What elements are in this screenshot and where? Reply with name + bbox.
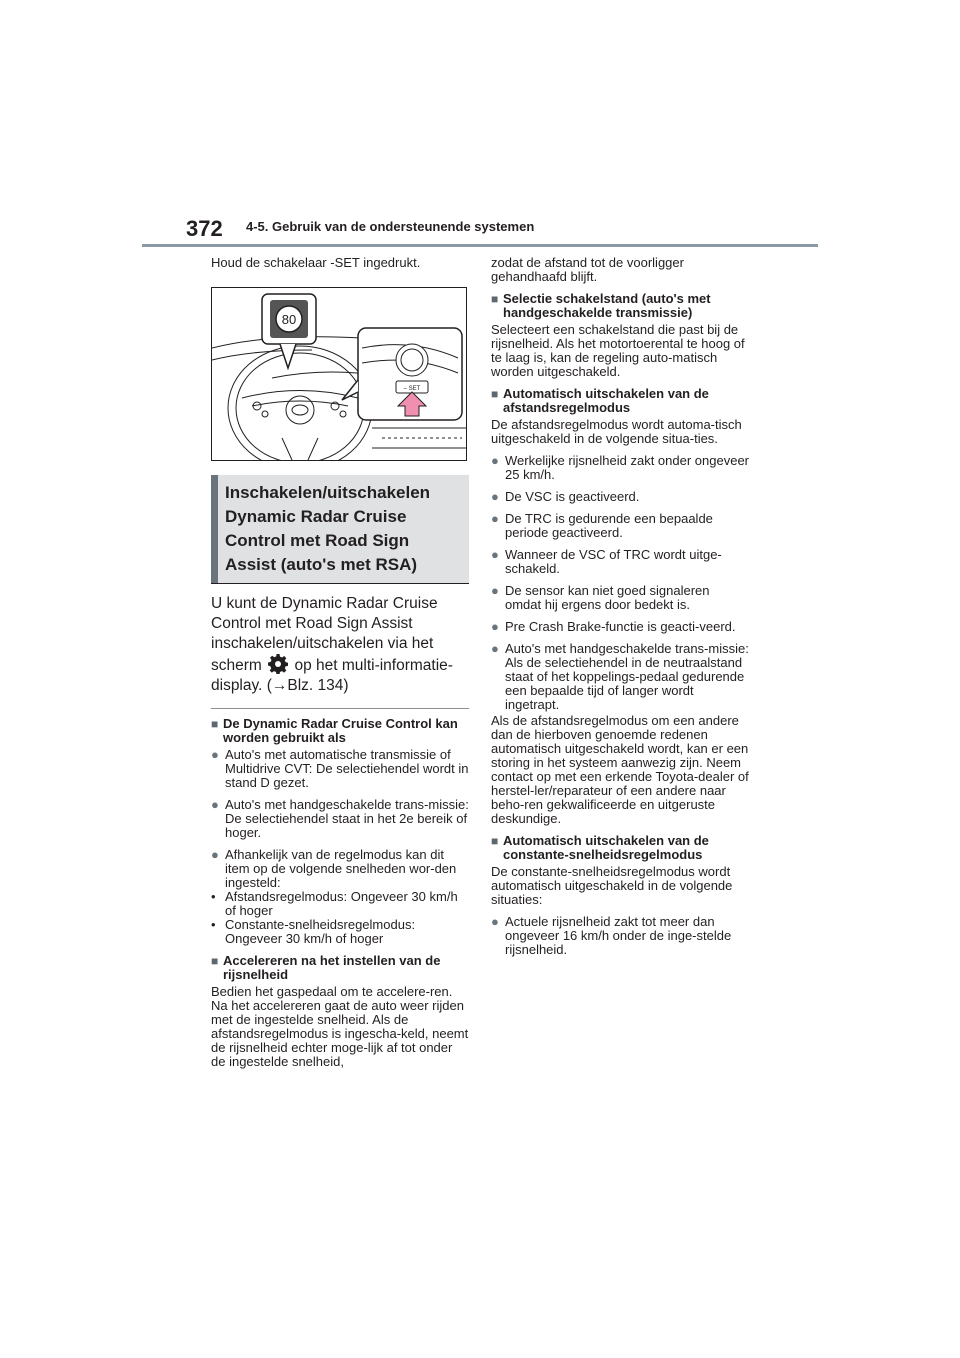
section-rule [211, 583, 469, 584]
bullet-icon: ● [491, 453, 499, 468]
intro-part1: U kunt de Dynamic Radar Cruise Control met Road Sign Assist inschakelen/uitschakelen via het scherm [211, 595, 438, 674]
bullet-icon: ● [211, 747, 219, 762]
list-item: ● De TRC is gedurende een bepaalde periode geactiveerd. [491, 511, 713, 540]
steering-wheel-illustration [211, 287, 467, 461]
section-title-line: Control met Road Sign [225, 531, 410, 550]
subheading: ■ Automatisch uitschakelen van de afstandsregelmodus [491, 386, 709, 415]
list-item: ● De sensor kan niet goed signaleren omdat hij ergens door bedekt is. [491, 583, 710, 612]
steering-wheel-drawing [212, 288, 466, 460]
dash-item: • Constante-snelheidsregelmodus: Ongeveer 30 km/h of hoger [211, 917, 416, 946]
chapter-title: 4-5. Gebruik van de ondersteunende systemen [246, 219, 535, 234]
square-bullet-icon: ■ [211, 717, 219, 731]
subheading: ■ Selectie schakelstand (auto's met handgeschakelde transmissie) [491, 291, 711, 320]
left-column [211, 256, 469, 1069]
intro-part2: op het multi-informatie-display. (→Blz. 134) [211, 657, 453, 694]
subheading: ■ De Dynamic Radar Cruise Control kan worden gebruikt als [211, 716, 458, 745]
set-switch-label: – SET [403, 386, 421, 392]
list-item: ● Auto's met handgeschakelde trans-missie: Als de selectiehendel in de neutraalstand staat of het koppelings-pedaal gedurende een bepaalde tijd of langer wordt ingetrapt. [491, 641, 749, 712]
section-title-line: Inschakelen/uitschakelen [225, 483, 431, 502]
bullet-icon: ● [491, 641, 499, 656]
square-bullet-icon: ■ [491, 292, 499, 306]
subheading: ■ Accelereren na het instellen van de rijsnelheid [211, 953, 441, 982]
section-title-line: Assist (auto's met RSA) [225, 555, 418, 574]
list-item: ● Wanneer de VSC of TRC wordt uitge-schakeld. [491, 547, 722, 576]
square-bullet-icon: ■ [491, 834, 499, 848]
paragraph: Bedien het gaspedaal om te accelere-ren. Na het accelereren gaat de auto weer rijden met de ingestelde snelheid. Als de afstandsregelmodus is ingescha-keld, neemt de rijsnelheid echter moge-lijk af tot onder de ingestelde snelheid, [211, 984, 469, 1069]
section-heading-box [211, 475, 469, 583]
speed-sign-value: 80 [281, 312, 297, 327]
paragraph: Als de afstandsregelmodus om een andere dan de hierboven genoemde redenen automatisch uitgeschakeld wordt, kan er een storing in het systeem aanwezig zijn. Neem contact op met een erkende Toyota-dealer of herstel-ler/reparateur of een andere naar beho-ren gekwalificeerde en uitgeruste deskundige. [491, 713, 749, 826]
paragraph: zodat de afstand tot de voorligger gehandhaafd blijft. [491, 255, 684, 284]
square-bullet-icon: ■ [491, 387, 499, 401]
intro-text [211, 594, 469, 696]
instruction-text: Houd de schakelaar -SET ingedrukt. [211, 255, 421, 270]
bullet-icon: ● [211, 797, 219, 812]
bullet-icon: ● [491, 619, 499, 634]
divider [211, 708, 469, 709]
bullet-icon: ● [491, 489, 499, 504]
bullet-icon: ● [491, 914, 499, 929]
header-rule [142, 244, 818, 247]
paragraph: Selecteert een schakelstand die past bij de rijsnelheid. Als het motortoerental te hoog of te laag is, kan de regeling auto-matisch worden uitgeschakeld. [491, 322, 745, 379]
list-item: ● Actuele rijsnelheid zakt tot meer dan ongeveer 16 km/h onder de inge-stelde rijsnelheid. [491, 914, 732, 957]
square-bullet-icon: ■ [211, 954, 219, 968]
list-item: ● Werkelijke rijsnelheid zakt onder ongeveer 25 km/h. [491, 453, 749, 482]
bullet-icon: ● [211, 847, 219, 862]
list-item: ● Auto's met automatische transmissie of Multidrive CVT: De selectiehendel wordt in stand D gezet. [211, 747, 469, 790]
list-item: ● Afhankelijk van de regelmodus kan dit item op de volgende snelheden wor-den ingesteld: [211, 847, 457, 890]
list-item: ● De VSC is geactiveerd. [491, 489, 640, 504]
paragraph: De afstandsregelmodus wordt automa-tisch uitgeschakeld in de volgende situa-ties. [491, 417, 742, 446]
list-item: ● Auto's met handgeschakelde trans-missie: De selectiehendel staat in het 2e bereik of hoger. [211, 797, 469, 840]
bullet-icon: ● [491, 547, 499, 562]
bullet-icon: ● [491, 511, 499, 526]
subheading: ■ Automatisch uitschakelen van de constante-snelheidsregelmodus [491, 833, 709, 862]
paragraph: De constante-snelheidsregelmodus wordt automatisch uitgeschakeld in de volgende situaties: [491, 864, 733, 907]
section-title-line: Dynamic Radar Cruise [225, 507, 407, 526]
right-column [491, 256, 749, 965]
list-item: ● Pre Crash Brake-functie is geacti-veerd. [491, 619, 736, 634]
gear-icon [268, 654, 288, 674]
dash-item: • Afstandsregelmodus: Ongeveer 30 km/h of hoger [211, 889, 458, 918]
page-number: 372 [186, 216, 223, 241]
bullet-icon: ● [491, 583, 499, 598]
